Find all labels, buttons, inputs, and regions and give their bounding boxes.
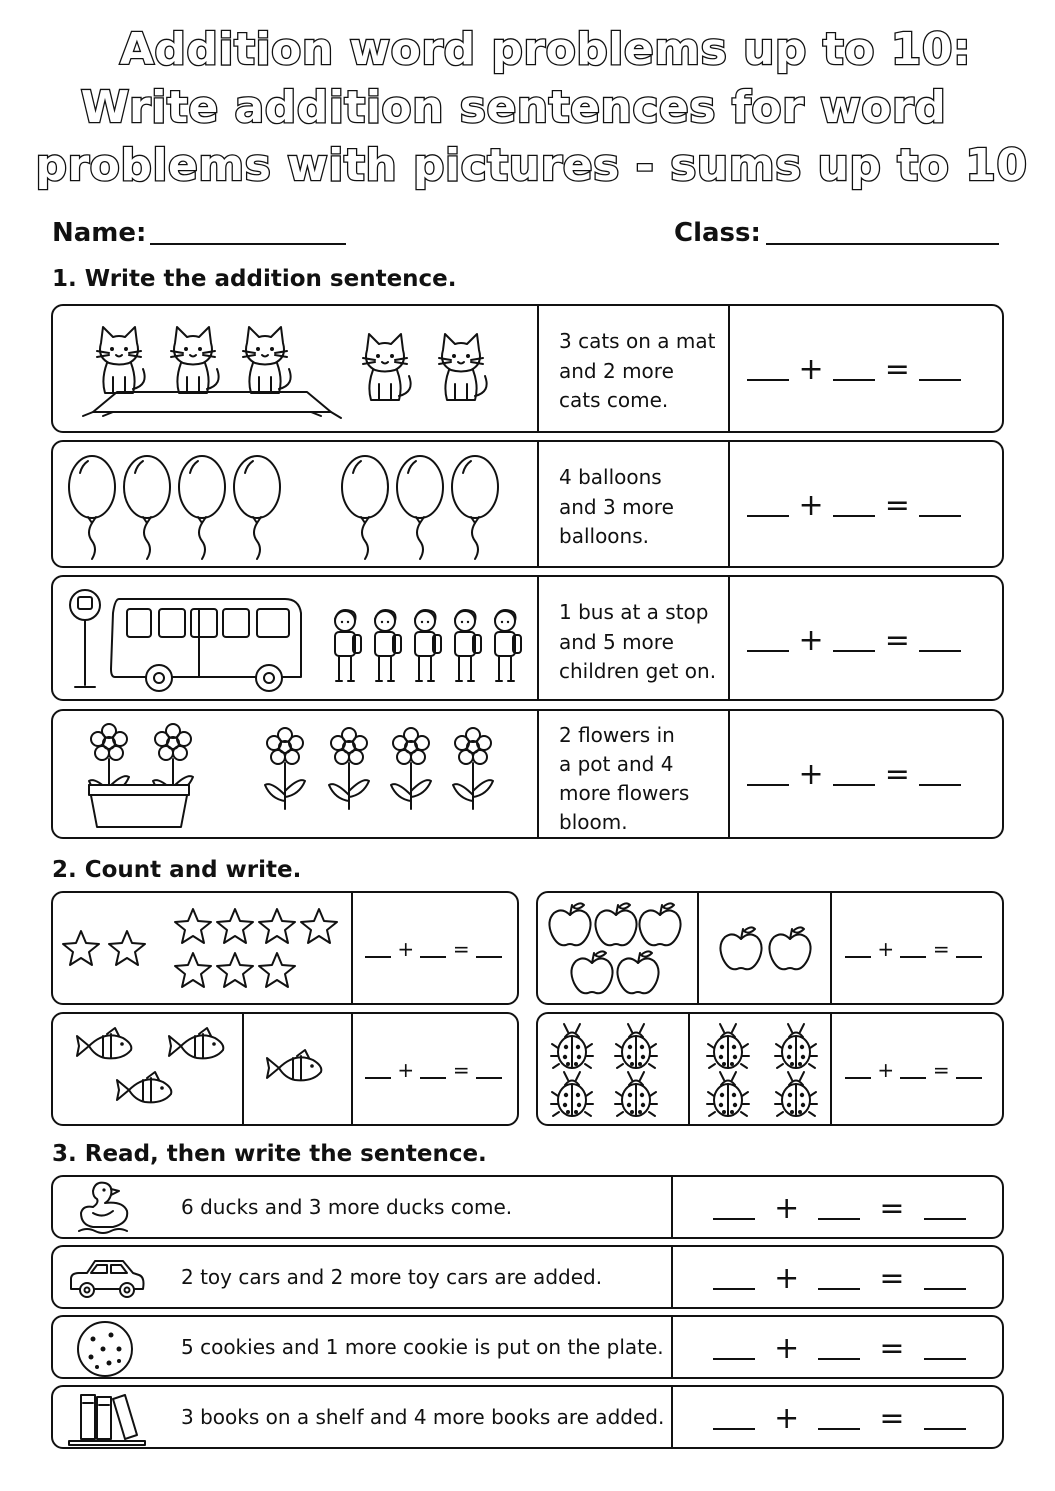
class-label: Class: xyxy=(674,218,761,248)
count-box-apples xyxy=(536,891,1004,1005)
answer-sentence-4[interactable]: + = xyxy=(747,757,961,792)
bus-children-icon xyxy=(53,577,537,703)
sentence-row-cookies xyxy=(51,1315,1004,1379)
cats-icon xyxy=(53,306,537,435)
problem-4-text-line-1: 2 flowers in xyxy=(559,723,675,747)
class-field[interactable] xyxy=(766,243,999,245)
name-field[interactable] xyxy=(150,243,346,245)
answer-sentence-cookies[interactable]: + = xyxy=(713,1331,966,1366)
problem-3-text-line-1: 1 bus at a stop xyxy=(559,600,709,624)
cookie-icon xyxy=(53,1317,153,1381)
answer-sentence-3[interactable]: + = xyxy=(747,623,961,658)
sentence-row-ducks xyxy=(51,1175,1004,1239)
cookies-sentence-text: 5 cookies and 1 more cookie is put on the plate. xyxy=(181,1335,664,1359)
section-1-heading: 1. Write the addition sentence. xyxy=(52,266,457,292)
answer-sentence-ladybugs[interactable]: + = xyxy=(845,1058,982,1082)
ladybug-icon xyxy=(538,1014,830,1128)
problem-4-text-line-4: bloom. xyxy=(559,810,628,834)
apple-icon xyxy=(538,893,830,1007)
answer-sentence-fish[interactable]: + = xyxy=(365,1058,502,1082)
toy-cars-sentence-text: 2 toy cars and 2 more toy cars are added. xyxy=(181,1265,603,1289)
count-box-ladybugs xyxy=(536,1012,1004,1126)
worksheet-title-line-1: Addition word problems up to 10: xyxy=(119,24,972,75)
section-3-heading: 3. Read, then write the sentence. xyxy=(52,1141,487,1167)
answer-sentence-toy-cars[interactable]: + = xyxy=(713,1261,966,1296)
answer-sentence-books[interactable]: + = xyxy=(713,1401,966,1436)
sentence-row-toy-cars xyxy=(51,1245,1004,1309)
books-sentence-text: 3 books on a shelf and 4 more books are added. xyxy=(181,1405,665,1429)
problem-4-text-line-3: more flowers xyxy=(559,781,690,805)
fish-icon xyxy=(53,1014,351,1128)
problem-3-text-line-2: and 5 more xyxy=(559,629,674,654)
problem-2-text-line-3: balloons. xyxy=(559,524,649,548)
worksheet-title-line-2: Write addition sentences for word xyxy=(80,82,947,133)
problem-row-4 xyxy=(51,709,1004,839)
problem-row-3 xyxy=(51,575,1004,701)
answer-sentence-1[interactable]: + = xyxy=(747,352,961,387)
section-2-heading: 2. Count and write. xyxy=(52,857,302,883)
answer-sentence-ducks[interactable]: + = xyxy=(713,1191,966,1226)
answer-sentence-stars[interactable]: + = xyxy=(365,937,502,961)
duck-icon xyxy=(53,1177,153,1241)
star-icon xyxy=(53,893,351,1007)
problem-row-2 xyxy=(51,440,1004,568)
problem-1-text-line-3: cats come. xyxy=(559,388,669,412)
toy-car-icon xyxy=(53,1247,153,1311)
worksheet-title-line-3: problems with pictures - sums up to 10 xyxy=(35,140,1028,191)
count-box-fish xyxy=(51,1012,519,1126)
problem-4-text-line-2: a pot and 4 xyxy=(559,752,674,776)
answer-sentence-apples[interactable]: + = xyxy=(845,937,982,961)
name-label: Name: xyxy=(52,218,147,248)
problem-1-text-line-1: 3 cats on a mat xyxy=(559,329,716,353)
count-box-stars xyxy=(51,891,519,1005)
problem-row-1 xyxy=(51,304,1004,433)
sentence-row-books xyxy=(51,1385,1004,1449)
ducks-sentence-text: 6 ducks and 3 more ducks come. xyxy=(181,1195,513,1219)
flowers-icon xyxy=(53,711,537,841)
balloons-icon xyxy=(53,442,537,570)
problem-3-text-line-3: children get on. xyxy=(559,659,717,683)
books-icon xyxy=(53,1387,153,1451)
problem-2-text-line-2: and 3 more xyxy=(559,494,674,519)
problem-2-text-line-1: 4 balloons xyxy=(559,465,662,489)
answer-sentence-2[interactable]: + = xyxy=(747,488,961,523)
problem-1-text-line-2: and 2 more xyxy=(559,358,674,383)
